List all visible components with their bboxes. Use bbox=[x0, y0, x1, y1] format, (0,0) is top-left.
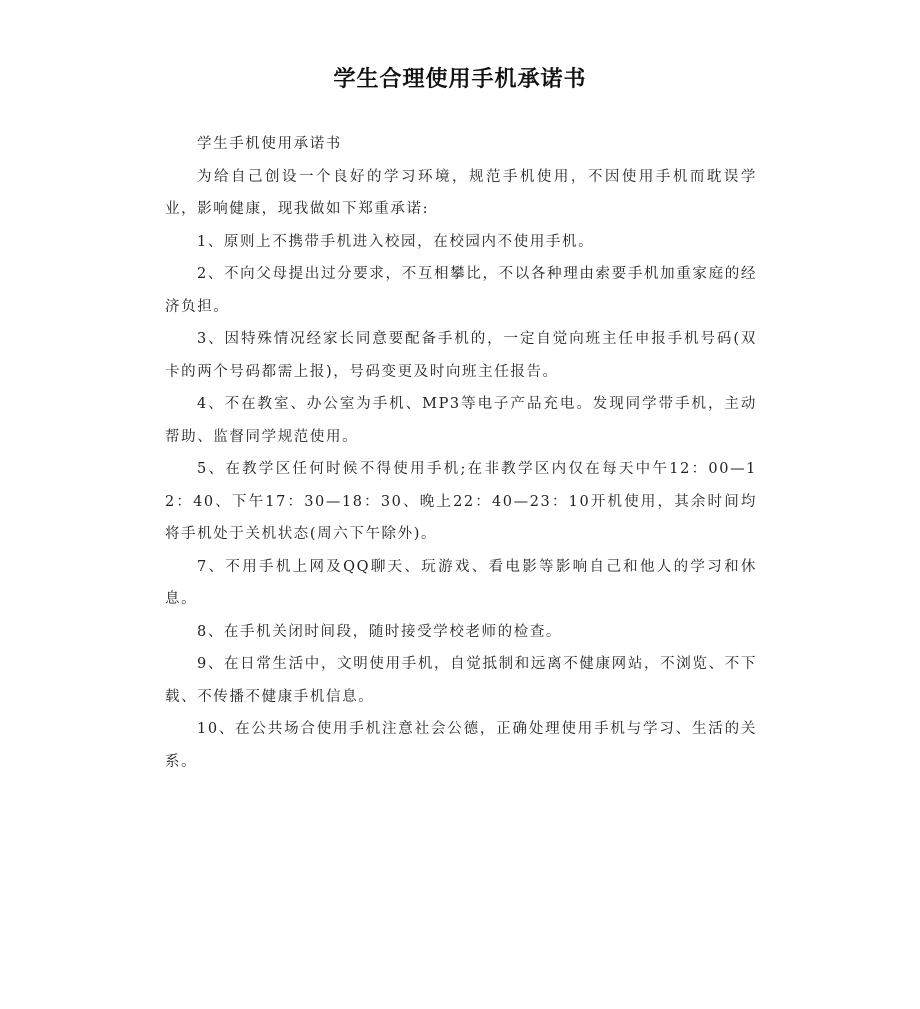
paragraph-item-2: 2、不向父母提出过分要求，不互相攀比，不以各种理由索要手机加重家庭的经济负担。 bbox=[165, 266, 757, 315]
paragraph-item-9: 9、在日常生活中，文明使用手机，自觉抵制和远离不健康网站，不浏览、不下载、不传播不健康手机信息。 bbox=[165, 656, 757, 705]
document-body bbox=[165, 128, 757, 778]
paragraph-item-3: 3、因特殊情况经家长同意要配备手机的，一定自觉向班主任申报手机号码(双卡的两个号码都需上报)，号码变更及时向班主任报告。 bbox=[165, 331, 757, 380]
paragraph-item-7: 7、不用手机上网及QQ聊天、玩游戏、看电影等影响自己和他人的学习和休息。 bbox=[165, 558, 757, 607]
paragraph-item-10: 10、在公共场合使用手机注意社会公德，正确处理使用手机与学习、生活的关系。 bbox=[165, 721, 757, 770]
document-title: 学生合理使用手机承诺书 bbox=[333, 67, 587, 92]
paragraph-item-4: 4、不在教室、办公室为手机、MP3等电子产品充电。发现同学带手机，主动帮助、监督同学规范使用。 bbox=[165, 396, 757, 445]
paragraph-subtitle: 学生手机使用承诺书 bbox=[197, 136, 342, 152]
paragraph-item-5: 5、在教学区任何时候不得使用手机;在非教学区内仅在每天中午12：00—12：40、下午17：30—18：30、晚上22：40—23：10开机使用，其余时间均将手机处于关机状态(周六下午除外)。 bbox=[165, 461, 757, 542]
paragraph-item-8: 8、在手机关闭时间段，随时接受学校老师的检查。 bbox=[197, 623, 563, 640]
paragraph-item-1: 1、原则上不携带手机进入校园，在校园内不使用手机。 bbox=[197, 233, 595, 250]
paragraph-intro: 为给自己创设一个良好的学习环境，规范手机使用，不因使用手机而耽误学业，影响健康，现我做如下郑重承诺: bbox=[165, 168, 757, 217]
